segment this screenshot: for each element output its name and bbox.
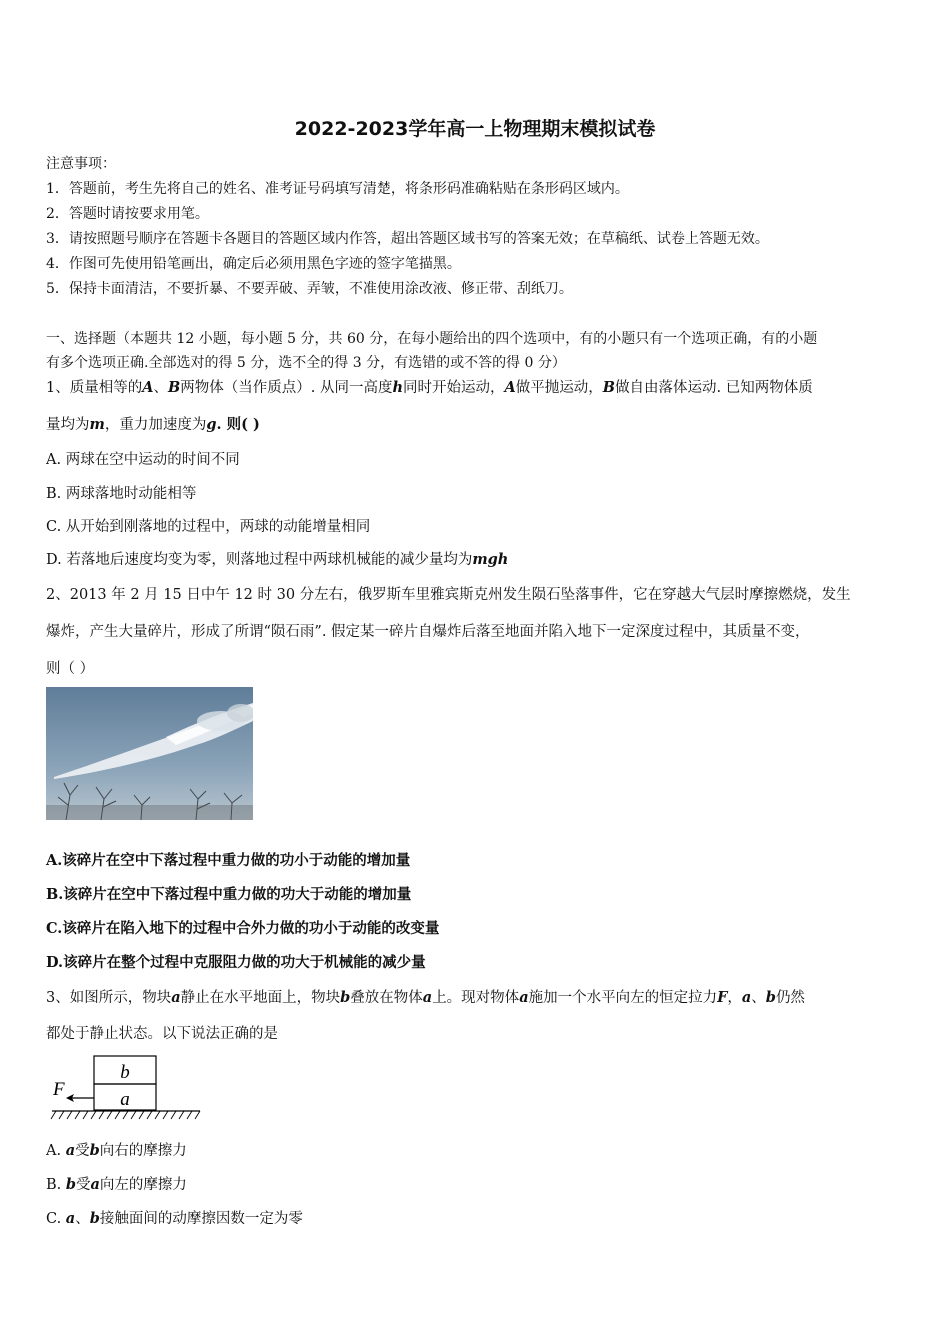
section-heading-line2: 有多个选项正确.全部选对的得 5 分，选不全的得 3 分，有选错的或不答的得 0 分） [46,355,566,371]
notice-heading: 注意事项： [46,156,116,172]
question-1-option-a: A. 两球在空中运动的时间不同 [46,452,240,468]
question-3-stem-line1: 3、如图所示，物块a静止在水平地面上，物块b叠放在物体a上。现对物体a施加一个水平向左的恒定拉力F，a、b仍然 [46,989,805,1006]
question-1-stem-line2: 量均为m，重力加速度为g. 则( ) [46,416,260,433]
question-2-option-d: D.该碎片在整个过程中克服阻力做的功大于机械能的减少量 [46,954,426,971]
label-a: a [120,1089,130,1110]
notice-item: 2．答题时请按要求用笔。 [46,206,209,222]
question-3-stem-line2: 都处于静止状态。以下说法正确的是 [46,1026,278,1042]
question-2-option-a: A.该碎片在空中下落过程中重力做的功小于动能的增加量 [46,852,411,869]
block-diagram [50,1053,202,1125]
question-1-option-c: C. 从开始到刚落地的过程中，两球的动能增量相同 [46,519,371,535]
question-1-option-b: B. 两球落地时动能相等 [46,486,197,502]
page-title: 2022-2023学年高一上物理期末模拟试卷 [294,118,656,140]
notice-item: 4．作图可先使用铅笔画出，确定后必须用黑色字迹的签字笔描黑。 [46,256,461,272]
question-2-stem-line3: 则（ ） [46,661,95,677]
label-b: b [120,1062,130,1083]
question-3-option-c: C. a、b接触面间的动摩擦因数一定为零 [46,1210,303,1227]
question-1-stem-line1: 1、质量相等的A、B两物体（当作质点）. 从同一高度h同时开始运动，A做平抛运动，B做自由落体运动. 已知两物体质 [46,379,813,396]
question-2-stem-line2: 爆炸，产生大量碎片，形成了所谓“陨石雨”. 假定某一碎片自爆炸后落至地面并陷入地下一定深度过程中，其质量不变， [46,624,810,640]
question-2-option-c: C.该碎片在陷入地下的过程中合外力做的功小于动能的改变量 [46,920,440,937]
section-heading-line1: 一、选择题（本题共 12 小题，每小题 5 分，共 60 分，在每小题给出的四个选项中，有的小题只有一个选项正确，有的小题 [46,331,818,347]
label-f: F [53,1079,65,1100]
ground-hatching [51,1111,200,1119]
question-3-option-b: B. b受a向左的摩擦力 [46,1176,187,1193]
question-2-option-b: B.该碎片在空中下落过程中重力做的功大于动能的增加量 [46,886,412,903]
question-2-stem-line1: 2、2013 年 2 月 15 日中午 12 时 30 分左右，俄罗斯车里雅宾斯克州发生陨石坠落事件，它在穿越大气层时摩擦燃烧，发生 [46,587,851,603]
notice-item: 1．答题前，考生先将自己的姓名、准考证号码填写清楚，将条形码准确粘贴在条形码区域内。 [46,181,629,197]
meteor-photo [46,687,253,820]
notice-item: 3．请按照题号顺序在答题卡各题目的答题区域内作答，超出答题区域书写的答案无效；在草稿纸、试卷上答题无效。 [46,231,769,247]
notice-item: 5．保持卡面清洁，不要折暴、不要弄破、弄皱，不准使用涂改液、修正带、刮纸刀。 [46,281,573,297]
question-3-option-a: A. a受b向右的摩擦力 [46,1142,187,1159]
question-1-option-d: D. 若落地后速度均变为零，则落地过程中两球机械能的减少量均为mgh [46,551,509,568]
